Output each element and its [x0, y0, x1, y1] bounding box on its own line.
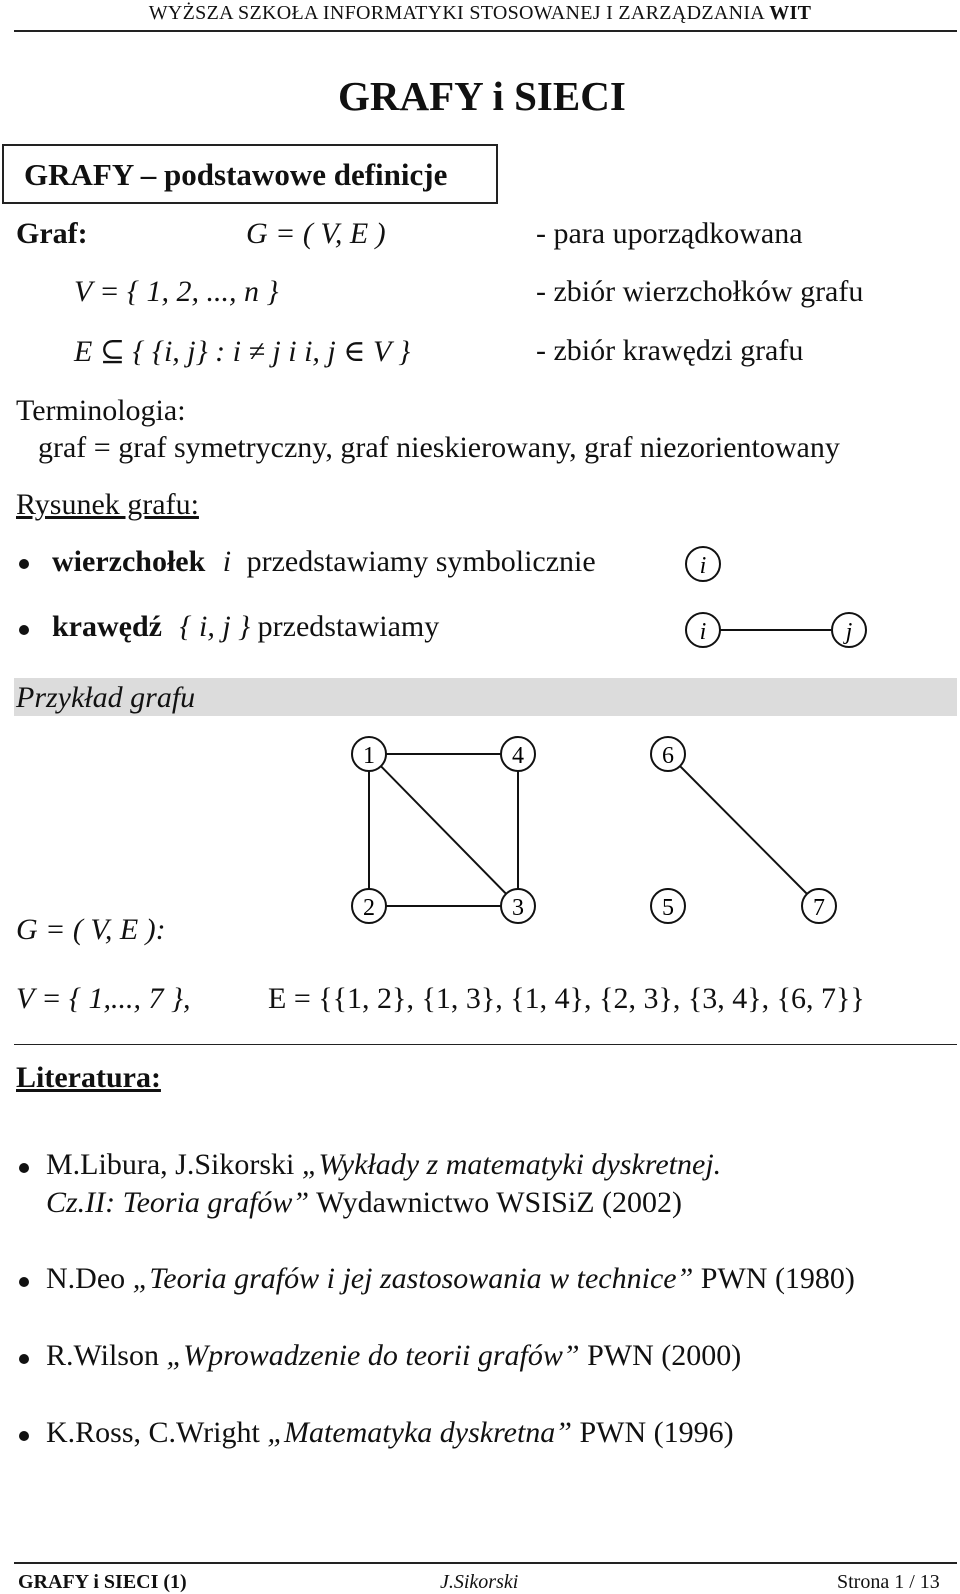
- v-formula: V = { 1, 2, ..., n }: [74, 275, 279, 308]
- divider: [14, 1044, 957, 1045]
- example-label: Przykład grafu: [16, 681, 196, 714]
- vertex-4-label: 4: [512, 743, 524, 769]
- bullet1-bold: wierzchołek: [52, 545, 206, 578]
- lit-2-pub: PWN (1980): [700, 1262, 855, 1295]
- v-desc: - zbiór wierzchołków grafu: [536, 275, 864, 308]
- edge-symbol-node-i-label: i: [699, 619, 707, 645]
- e-formula: E ⊆ { {i, j} : i ≠ j i i, j ∈ V }: [74, 335, 411, 368]
- lit-item-1-line2: [46, 1186, 682, 1220]
- e-set: E = {{1, 2}, {1, 3}, {1, 4}, {2, 3}, {3, 4}, {6, 7}}: [268, 982, 865, 1015]
- header-text: WYŻSZA SZKOŁA INFORMATYKI STOSOWANEJ I ZARZĄDZANIA: [148, 2, 764, 24]
- lit-1-author: M.Libura, J.Sikorski: [46, 1148, 295, 1181]
- edge-6-7: [668, 754, 819, 906]
- footer-rule: [14, 1562, 957, 1564]
- lit-bullet-2: [19, 1277, 29, 1287]
- lit-4-pub: PWN (1996): [579, 1416, 734, 1449]
- lit-bullet-4: [19, 1431, 29, 1441]
- v-set: V = { 1,..., 7 },: [16, 982, 191, 1015]
- lit-bullet-1: [19, 1163, 29, 1173]
- lit-2-author: N.Deo: [46, 1262, 126, 1295]
- lit-item-1: [46, 1148, 721, 1182]
- edge-symbol-node-j-label: j: [845, 619, 853, 645]
- vertex-2-label: 2: [363, 895, 375, 921]
- graph-label: [16, 913, 166, 947]
- footer-right: Strona 1 / 13: [837, 1571, 940, 1593]
- lit-1-title: „Wykłady z matematyki dyskretnej.: [301, 1148, 722, 1181]
- graf-desc: - para uporządkowana: [536, 217, 803, 250]
- header-bold: WIT: [769, 2, 812, 24]
- lit-bullet-3: [19, 1354, 29, 1364]
- vertex-1-label: 1: [363, 743, 375, 769]
- edge-1-3: [369, 754, 518, 906]
- section-title: GRAFY – podstawowe definicje: [24, 157, 448, 192]
- graf-formula: G = ( V, E ): [246, 217, 386, 250]
- lit-4-title: „Matematyka dyskretna”: [267, 1416, 572, 1449]
- lit-item-4: [46, 1416, 734, 1450]
- vertex-symbol-i-label: i: [699, 553, 707, 579]
- terminology-label: Terminologia:: [16, 394, 186, 427]
- lit-1-title2: Cz.II: Teoria grafów”: [46, 1186, 310, 1219]
- footer-left: GRAFY i SIECI (1): [18, 1571, 187, 1593]
- vertex-6-label: 6: [662, 743, 674, 769]
- terminology-text: graf = graf symetryczny, graf nieskierowany, graf niezorientowany: [38, 431, 840, 464]
- bullet1-text: przedstawiamy symbolicznie: [246, 545, 596, 578]
- lit-1-pub: Wydawnictwo WSISiZ (2002): [316, 1186, 683, 1219]
- footer-center: J.Sikorski: [440, 1571, 519, 1593]
- bullet2-math: { i, j }: [179, 610, 251, 643]
- page-title: GRAFY i SIECI: [338, 73, 626, 119]
- vertex-7-label: 7: [813, 895, 825, 921]
- lit-3-pub: PWN (2000): [587, 1339, 742, 1372]
- lit-4-author: K.Ross, C.Wright: [46, 1416, 260, 1449]
- lit-item-3: [46, 1339, 741, 1373]
- lit-3-author: R.Wilson: [46, 1339, 159, 1372]
- graf-label: Graf:: [16, 217, 88, 250]
- literature-label: Literatura:: [16, 1061, 161, 1094]
- bullet2-text: przedstawiamy: [257, 610, 440, 643]
- vertex-3-label: 3: [512, 895, 524, 921]
- lit-2-title: „Teoria grafów i jej zastosowania w technice”: [132, 1262, 694, 1295]
- lit-item-2: [46, 1262, 855, 1296]
- bullet2-bold: krawędź: [52, 610, 162, 643]
- drawing-label: Rysunek grafu:: [16, 488, 199, 521]
- e-desc: - zbiór krawędzi grafu: [536, 334, 804, 367]
- vertex-5-label: 5: [662, 895, 674, 921]
- lit-3-title: „Wprowadzenie do teorii grafów”: [166, 1339, 580, 1372]
- bullet1-var: i: [222, 545, 232, 578]
- graph-label-text: G = ( V, E ):: [16, 913, 166, 946]
